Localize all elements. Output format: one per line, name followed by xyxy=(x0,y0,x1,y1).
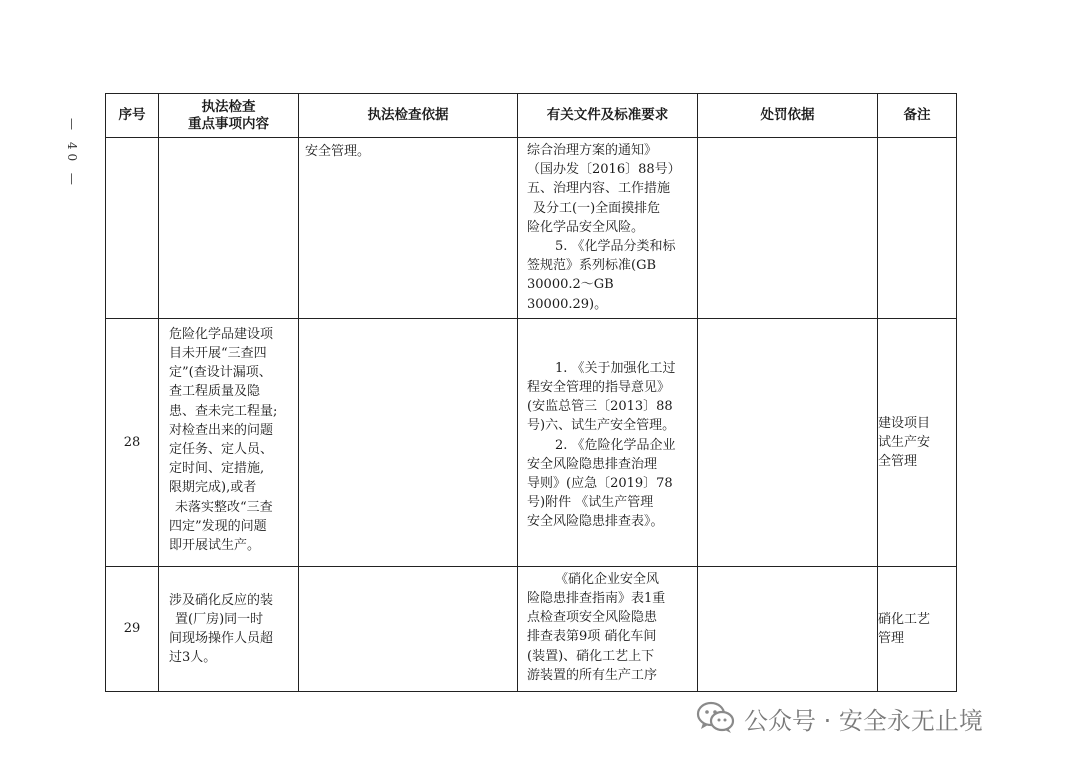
doc-line: 点检查项安全风险隐患 xyxy=(527,610,658,626)
item-line: 查工程质量及隐 xyxy=(169,384,261,400)
header-item-line1: 执法检查 xyxy=(201,98,256,115)
remark-line: 硝化工艺 xyxy=(878,611,931,627)
remark-line: 建设项目 xyxy=(878,415,931,431)
cell-index: 29 xyxy=(106,566,159,691)
watermark xyxy=(696,700,983,736)
cell-documents xyxy=(518,138,698,319)
doc-line: 号)附件 《试生产管理 xyxy=(527,495,654,511)
doc-line: 导则》(应急〔2019〕78 xyxy=(527,476,673,492)
wechat-icon xyxy=(696,700,736,736)
remark-line: 管理 xyxy=(878,630,905,646)
item-line: 限期完成),或者 xyxy=(169,480,257,496)
item-line: 定”(查设计漏项、 xyxy=(169,365,272,381)
remark-line: 全管理 xyxy=(878,453,918,469)
item-line: 即开展试生产。 xyxy=(169,538,261,554)
doc-line: 30000.2～GB 30000.29)。 xyxy=(527,277,614,312)
doc-line: 5. 《化学品分类和标 xyxy=(555,239,676,255)
doc-line: (装置)、硝化工艺上下 xyxy=(527,648,655,664)
item-line: 对检查出来的问题 xyxy=(169,422,274,438)
header-index: 序号 xyxy=(106,94,159,138)
doc-line: （国办发〔2016〕88号） xyxy=(527,162,681,178)
doc-line: (安监总管三〔2013〕88 xyxy=(527,399,673,415)
cell-penalty xyxy=(698,566,878,691)
doc-line: 安全风险隐患排查表》。 xyxy=(527,514,664,530)
cell-penalty xyxy=(698,138,878,319)
cell-index xyxy=(106,138,159,319)
cell-item xyxy=(159,566,299,691)
table-row-continued xyxy=(106,138,957,319)
regulation-table xyxy=(105,93,957,692)
remark-line: 试生产安 xyxy=(878,434,931,450)
cell-documents xyxy=(518,566,698,691)
doc-line: 游装置的所有生产工序 xyxy=(527,667,658,683)
cell-remarks xyxy=(878,318,957,566)
page-number: — 40 — xyxy=(65,118,79,189)
cell-documents xyxy=(518,318,698,566)
doc-line: 险隐患排查指南》表1重 xyxy=(527,591,666,607)
item-line: 过3人。 xyxy=(169,650,217,666)
cell-item xyxy=(159,318,299,566)
doc-line: 综合治理方案的通知》 xyxy=(527,143,658,158)
item-line: 置(厂房)同一时 xyxy=(175,612,264,628)
item-line: 涉及硝化反应的装 xyxy=(169,592,274,608)
doc-line: 号)六、试生产安全管理。 xyxy=(527,418,676,434)
cell-remarks xyxy=(878,566,957,691)
doc-line: 五、治理内容、工作措施 xyxy=(527,181,671,197)
doc-line: 1. 《关于加强化工过 xyxy=(555,360,676,376)
item-line: 目未开展“三查四 xyxy=(169,346,267,362)
header-item xyxy=(159,94,299,138)
header-documents: 有关文件及标准要求 xyxy=(518,94,698,138)
item-line: 患、查未完工程量; xyxy=(169,403,278,419)
table-row-28 xyxy=(106,318,957,566)
cell-remarks xyxy=(878,138,957,319)
header-remarks: 备注 xyxy=(878,94,957,138)
item-line: 定任务、定人员、 xyxy=(169,442,274,458)
watermark-text: 公众号 · 安全永无止境 xyxy=(744,706,983,735)
table-row-29 xyxy=(106,566,957,691)
header-penalty: 处罚依据 xyxy=(698,94,878,138)
item-line: 危险化学品建设项 xyxy=(169,326,274,342)
table-header-row xyxy=(106,94,957,138)
doc-line: 签规范》系列标准(GB xyxy=(527,258,657,274)
item-line: 未落实整改“三查 xyxy=(175,499,273,515)
doc-line: 程安全管理的指导意见》 xyxy=(527,380,671,396)
cell-basis xyxy=(299,318,518,566)
header-item-line2: 重点事项内容 xyxy=(188,115,269,132)
doc-line: 及分工(一)全面摸排危 xyxy=(533,200,661,216)
cell-penalty xyxy=(698,318,878,566)
doc-line: 险化学品安全风险。 xyxy=(527,219,645,235)
cell-index: 28 xyxy=(106,318,159,566)
doc-line: 安全风险隐患排查治理 xyxy=(527,456,658,472)
item-line: 间现场操作人员超 xyxy=(169,631,274,647)
cell-item xyxy=(159,138,299,319)
header-basis: 执法检查依据 xyxy=(299,94,518,138)
doc-line: 排查表第9项 硝化车间 xyxy=(527,629,657,645)
doc-line: 《硝化企业安全风 xyxy=(555,571,660,587)
item-line: 四定”发现的问题 xyxy=(169,518,267,534)
item-line: 定时间、定措施, xyxy=(169,461,265,477)
cell-basis xyxy=(299,566,518,691)
cell-basis xyxy=(299,138,518,319)
basis-text: 安全管理。 xyxy=(305,144,371,159)
doc-line: 2. 《危险化学品企业 xyxy=(555,437,676,453)
